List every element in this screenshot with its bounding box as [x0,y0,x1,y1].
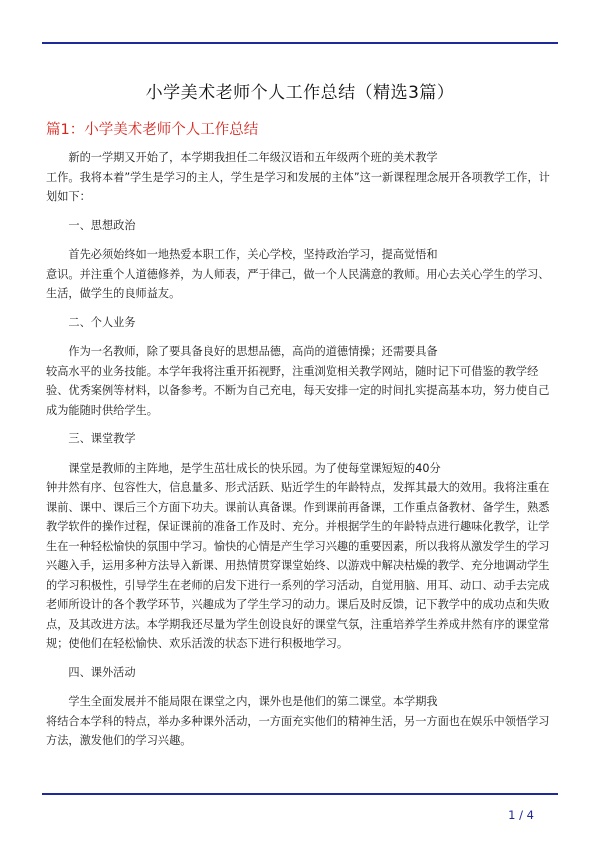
document-title: 小学美术老师个人工作总结（精选3篇） [145,83,455,103]
section-heading-business: 二、个人业务 [68,315,136,329]
business-paragraph [46,342,558,420]
bottom-rule [42,793,558,795]
paragraph-first-line: 新的一学期又开始了，本学期我担任二年级汉语和五年级两个班的美术教学 [68,151,438,164]
paragraph-first-line: 首先必须始终如一地热爱本职工作，关心学校，坚持政治学习，提高觉悟和 [68,248,438,261]
section-heading-politics: 一、思想政治 [68,218,136,232]
classroom-paragraph [46,459,558,654]
paragraph-first-line: 作为一名教师，除了要具备良好的思想品德，高尚的道德情操；还需要具备 [68,345,438,358]
paragraph-first-line: 学生全面发展并不能局限在课堂之内，课外也是他们的第二课堂。本学期我 [68,695,438,708]
section-heading-activities: 四、课外活动 [68,665,136,679]
intro-paragraph [46,148,558,207]
paragraph-rest: 工作。我将本着”学生是学习的主人，学生是学习和发展的主体”这一新课程理念展开各项教学工作，计划如下： [46,170,550,203]
politics-paragraph [46,245,558,304]
activities-paragraph [46,692,558,751]
document-body [46,148,558,760]
paragraph-first-line: 课堂是教师的主阵地，是学生茁壮成长的快乐园。为了使每堂课短短的40分 [68,461,441,475]
section-heading-classroom: 三、课堂教学 [68,432,136,445]
top-rule [42,42,558,44]
section-heading: 篇1：小学美术老师个人工作总结 [46,122,259,138]
page-indicator: 1 / 4 [508,808,534,822]
paragraph-rest: 将结合本学科的特点，举办多种课外活动，一方面充实他们的精神生活，另一方面也在娱乐中领悟学习方法，激发他们的学习兴趣。 [46,714,550,747]
paragraph-rest: 较高水平的业务技能。本学年我将注重开拓视野，注重浏览相关教学网站，随时记下可借鉴的教学经验、优秀案例等材料，以备参考。不断为自己充电，每天安排一定的时间扎实提高基本功，努力使自己成为能随时供给学生。 [46,364,550,417]
paragraph-rest: 意识。并注重个人道德修养，为人师表，严于律己，做一个人民满意的教师。用心去关心学生的学习、生活，做学生的良师益友。 [46,267,550,300]
paragraph-rest: 钟井然有序、包容性大，信息量多、形式活跃、贴近学生的年龄特点，发挥其最大的效用。我将注重在课前、课中、课后三个方面下功夫。课前认真备课。作到课前再备课，工作重点备教材、备学生，熟悉教学软件的操作过程，保证课前的准备工作及时、充分。并根据学生的年龄特点进行趣味化教学，让学生在一种轻松愉快的氛围中学习。愉快的心情是产生学习兴趣的重要因素，所以我将从激发学生的学习兴趣入手，运用多种方法导入新课、用热情贯穿课堂始终、以游戏中解决枯燥的教学、充分地调动学生的学习积极性，引导学生在老师的启发下进行一系列的学习活动，自觉用脑、用耳、动口、动手去完成老师所设计的各个教学环节，兴趣成为了学生学习的动力。课后及时反馈，记下教学中的成功点和失败点，及其改进方法。本学期我还尽量为学生创设良好的课堂气氛，注重培养学生养成井然有序的课堂常规；使他们在轻松愉快、欢乐活泼的状态下进行积极地学习。 [46,481,550,650]
